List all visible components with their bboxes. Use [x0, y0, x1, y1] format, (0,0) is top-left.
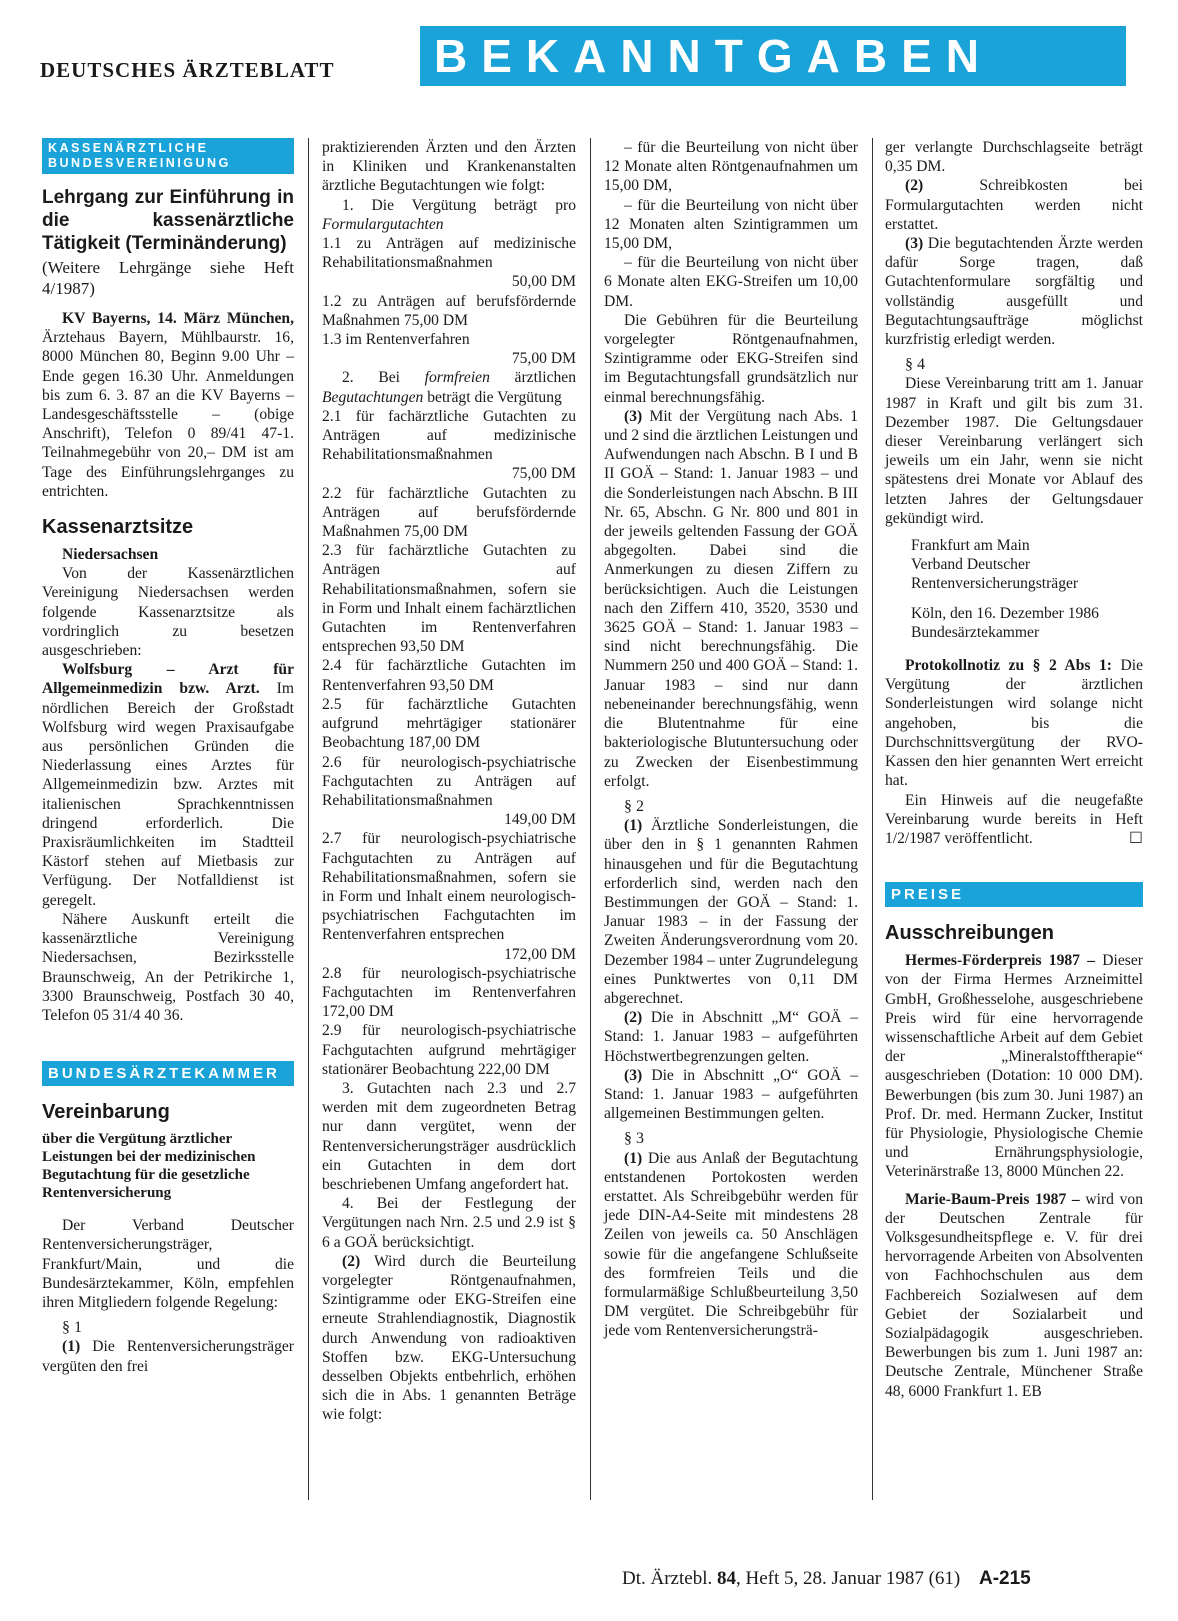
section-tag-kbv: KASSENÄRZTLICHE BUNDESVEREINIGUNG: [42, 138, 294, 174]
protocol-lead: Protokollnotiz zu § 2 Abs 1:: [905, 657, 1112, 675]
text: beträgt die Vergütung: [427, 388, 562, 406]
column-2: [322, 138, 576, 1425]
prize-paragraph: [885, 1190, 1143, 1401]
amount: 75,00 DM: [511, 350, 576, 368]
paragraph: [604, 1149, 858, 1341]
clause-number: (1): [624, 1149, 643, 1167]
list-item: 2.9 für neurologisch-psychiatrische Fachgutachten aufgrund mehrtägiger stationärer Beobachtung 222,00 DM: [322, 1022, 576, 1078]
heading-ausschreibungen: Ausschreibungen: [885, 922, 1054, 945]
citation-rest: , Heft 5, 28. Januar 1987 (61): [735, 1568, 961, 1589]
signature-org: Bundesärztekammer: [911, 623, 1040, 641]
region-heading: Niedersachsen: [62, 546, 159, 564]
paragraph: Die Gebühren für die Beurteilung vorgelegter Röntgenaufnahmen, Szintigramme oder EKG-Streifen sind im Begutachtungsfall grundsätzlich nur einmal berechnungsfähig.: [604, 311, 858, 406]
text: Formulargutachten: [322, 215, 444, 233]
prize-lead: Hermes-Förderpreis 1987 –: [905, 952, 1096, 970]
list-item: 2.8 für neurologisch-psychiatrische Fachgutachten im Rentenverfahren 172,00 DM: [322, 964, 576, 1021]
list-heading: [322, 196, 576, 234]
clause-number: (2): [624, 1009, 643, 1027]
vacancy-text: Im nördlichen Bereich der Großstadt Wolfsburg wird wegen Praxisaufgabe aus persönlichen Gründen die Niederlassung eines Arztes für Allgemeinmedizin bzw. Arztes mit italienischen Sprachkenntnissen dringend erforderlich. Die Praxisräumlichkeiten im Stadtteil Kästorf stehen auf Mietbasis zur Verfügung. Der Notfalldienst ist geregelt.: [42, 680, 294, 909]
end-mark-icon: ☐: [1129, 829, 1143, 847]
list-item: – für die Beurteilung von nicht über 6 Monate alten EKG-Streifen um 10,00 DM.: [604, 254, 858, 310]
protocol-text: Die Vergütung der ärztlichen Sonderleistungen wird solange nicht angehoben, bis die Durchschnittsvergütung der RVO-Kassen den hier genannten Wert erreicht hat.: [885, 657, 1143, 790]
amount: 50,00 DM: [511, 273, 576, 291]
section-number: § 4: [905, 356, 925, 374]
text: Begutachtungen: [322, 388, 424, 406]
paragraph: [885, 176, 1143, 234]
prize-text: Dieser von der Firma Hermes Arzneimittel GmbH, Großhesselohe, ausgeschriebene Preis wird für eine hervorragende wissenschaftliche Arbeit auf dem Gebiet der „Mineralstofftherapie“ ausgeschrieben (Dotation: 10 000 DM). Bewerbungen (bis zum 30. Juni 1987) an Prof. Dr. med. Hermann Zucker, Institut für Physiologie, Physiologische Chemie und Ernährungsphysiologie, Veterinärstraße 13, 8000 München 22.: [885, 952, 1143, 1181]
paragraph: Nähere Auskunft erteilt die kassenärztliche Vereinigung Niedersachsen, Bezirksstelle Braunschweig, An der Petrikirche 1, 3300 Braunschweig, Postfach 30 40, Telefon 05 31/4 40 36.: [42, 910, 294, 1024]
text: 1. Die Vergütung beträgt pro: [342, 196, 576, 214]
paragraph: [604, 407, 858, 791]
event-paragraph: [42, 309, 294, 501]
list-item: 2.1 für fachärztliche Gutachten zu Anträgen auf medizinische Rehabilitationsmaßnahmen: [322, 407, 576, 464]
section-banner: BEKANNTGABEN: [420, 26, 1126, 86]
list-item: 1.2 zu Anträgen auf berufsfördernde Maßnahmen 75,00 DM: [322, 292, 576, 329]
section-number: § 1: [62, 1319, 82, 1337]
hint-text: Ein Hinweis auf die neugefaßte Vereinbarung wurde bereits in Heft 1/2/1987 veröffentlicht.: [885, 791, 1143, 847]
protocol-note: [885, 656, 1143, 790]
column-divider: [308, 138, 309, 1500]
signature-place: Frankfurt am Main: [911, 537, 1030, 555]
text: ärztlichen: [514, 369, 577, 387]
paragraph: [322, 1252, 576, 1425]
clause-number: (2): [342, 1252, 361, 1270]
amount: 149,00 DM: [504, 811, 576, 829]
paragraph: [885, 791, 1143, 849]
paragraph: praktizierenden Ärzten und den Ärzten in Kliniken und Krankenanstalten ärztliche Begutachtungen wie folgt:: [322, 139, 576, 195]
list-heading: [322, 368, 576, 406]
section-number: § 3: [624, 1130, 644, 1148]
heading-vereinbarung: Vereinbarung: [42, 1101, 170, 1124]
column-divider: [590, 138, 591, 1500]
vacancy-lead: Wolfsburg – Arzt für Allgemeinmedizin bzw. Arzt.: [42, 661, 294, 698]
paragraph: [604, 1008, 858, 1066]
list-item: 2.2 für fachärztliche Gutachten zu Anträgen auf berufsfördernde Maßnahmen 75,00 DM: [322, 484, 576, 541]
paragraph: Der Verband Deutscher Rentenversicherungsträger, Frankfurt/Main, und die Bundesärztekammer, Köln, empfehlen ihren Mitgliedern folgende Regelung:: [42, 1217, 294, 1311]
signature-block: [885, 536, 1143, 642]
section-tag-preise: PREISE: [885, 882, 1143, 907]
clause-number: (1): [624, 817, 643, 835]
prize-paragraph: [885, 951, 1143, 1181]
clause-text: Mit der Vergütung nach Abs. 1 und 2 sind die ärztlichen Leistungen und Aufwendungen nach Abschn. B I und B II GOÄ – Stand: 1. Januar 1983 – und die Sonderleistungen nach Abschn. B III Nr. 65, Abschn. G Nr. 800 und 801 in der jeweils geltenden Fassung der GOÄ abgegolten. Dabei sind die Anmerkungen zu diesen Ziffern zu berücksichtigen. Auch die Leistungen nach den Ziffern 410, 3520, 3530 und 3625 GOÄ – Stand: 1. Januar 1983 – sind nicht berechnungsfähig. Die Nummern 250 und 400 GOÄ – Stand: 1. Januar 1983 – sind nur dann nebeneinander berechnungsfähig, wenn die Blutentnahme für eine bakteriologische Blutuntersuchung oder zu Zwecken der Eisenbestimmung erfolgt.: [604, 407, 858, 790]
article-note: (Weitere Lehrgänge siehe Heft 4/1987): [42, 258, 294, 298]
clause-text: Die in Abschnitt „O“ GOÄ – Stand: 1. Januar 1983 – aufgeführten allgemeinen Bestimmungen gelten.: [604, 1066, 858, 1123]
list-item: 2.5 für fachärztliche Gutachten aufgrund mehrtägiger stationärer Beobachtung 187,00 DM: [322, 695, 576, 752]
clause-text: Die begutachtenden Ärzte werden dafür Sorge tragen, daß Gutachtenformulare sorgfältig und vollständig ausgefüllt und Begutachtungsaufträge möglichst kurzfristig erledigt werden.: [885, 235, 1143, 349]
paragraph: [42, 1337, 294, 1375]
clause-number: (1): [62, 1338, 81, 1356]
list-item: – für die Beurteilung von nicht über 12 Monate alten Röntgenaufnahmen um 15,00 DM,: [604, 139, 858, 195]
column-4: [885, 138, 1143, 1401]
citation: Dt. Ärztebl.: [622, 1568, 713, 1589]
paragraph: [885, 234, 1143, 349]
heading-kassenarztsitze: Kassenarztsitze: [42, 516, 194, 539]
signature-place: Köln, den 16. Dezember 1986: [911, 604, 1099, 622]
prize-text: wird von der Deutschen Zentrale für Volksgesundheitspflege e. V. für drei hervorragende Arbeiten von Absolventen von Fachhochschulen aus dem Fachbereich Sozialwesen auf dem Gebiet der Sozialarbeit und Sozialpädagogik ausgeschrieben. Bewerbungen bis zum 1. Juni 1987 an: Deutsche Zentrale, Münchener Straße 48, 6000 Frankfurt 1. EB: [885, 1190, 1143, 1400]
section-tag-baek: BUNDESÄRZTEKAMMER: [42, 1061, 294, 1086]
list-item: 2.6 für neurologisch-psychiatrische Fachgutachten zu Anträgen auf Rehabilitationsmaßnahmen: [322, 753, 576, 809]
clause-number: (3): [624, 407, 643, 425]
event-lead: KV Bayerns, 14. März München,: [62, 310, 294, 327]
section-number: § 2: [624, 797, 644, 815]
column-3: [604, 138, 858, 1341]
list-item: 2.4 für fachärztliche Gutachten im Rentenverfahren 93,50 DM: [322, 657, 576, 694]
list-item: 2.7 für neurologisch-psychiatrische Fachgutachten zu Anträgen auf Rehabilitationsmaßnahmen, sofern sie in Form und Inhalt einem neurologisch-psychiatrischen Fachgutachten im Rentenverfahren entsprechen: [322, 830, 576, 944]
list-item: 2.3 für fachärztliche Gutachten zu Anträgen auf Rehabilitationsmaßnahmen, sofern sie in Form und Inhalt einem fachärztlichen Gutachten im Rentenverfahren entsprechen 93,50 DM: [322, 542, 576, 656]
page-number: A-215: [979, 1568, 1031, 1589]
clause-text: Die aus Anlaß der Begutachtung entstandenen Portokosten werden erstattet. Als Schreibgebühr werden für jede DIN-A4-Seite mit mindestens 28 Zeilen von jeweils ca. 50 Anschlägen sowie für die angefangene Schlußseite des formfreien Teils und die formularmäßige Schlußbeurteilung 3,50 DM vergütet. Die Schreibgebühr für jede vom Rentenversicherungsträ-: [604, 1149, 858, 1340]
column-divider: [872, 138, 873, 1500]
clause-text: Wird durch die Beurteilung vorgelegter Röntgenaufnahmen, Szintigramme oder EKG-Streifen eine erneute Strahlendiagnostik, Diagnostik durch Anwendung von radioaktiven Stoffen bzw. EKG-Untersuchung desselben Objekts entbehrlich, erhöhen sich die in Abs. 1 genannten Beträge wie folgt:: [322, 1252, 576, 1424]
list-item: 1.3 im Rentenverfahren: [322, 331, 470, 349]
article-title: Lehrgang zur Einführung in die kassenärztliche Tätigkeit (Terminänderung): [42, 187, 294, 254]
clause-text: Schreibkosten bei Formulargutachten werden nicht erstattet.: [885, 177, 1143, 233]
list-item: – für die Beurteilung von nicht über 12 Monaten alten Szintigrammen um 15,00 DM,: [604, 196, 858, 253]
paragraph: Diese Vereinbarung tritt am 1. Januar 1987 in Kraft und gilt bis zum 31. Dezember 1987. Die Geltungsdauer dieser Vereinbarung verlängert sich jeweils um ein Jahr, wenn sie nicht spätestens drei Monate vor Ablauf des letzten Jahres der Geltungsdauer gekündigt wird.: [885, 375, 1143, 527]
clause-number: (3): [905, 235, 924, 253]
amount: 75,00 DM: [511, 465, 576, 483]
text: 2. Bei: [342, 369, 400, 387]
vacancy-paragraph: [42, 660, 294, 910]
clause-text: Die Rentenversicherungsträger vergüten den frei: [42, 1338, 294, 1375]
clause-number: (3): [624, 1066, 643, 1084]
volume: 84: [716, 1568, 736, 1589]
clause-text: Die in Abschnitt „M“ GOÄ – Stand: 1. Januar 1983 – aufgeführten Höchstwertbegrenzungen gelten.: [604, 1009, 858, 1065]
prize-lead: Marie-Baum-Preis 1987 –: [905, 1190, 1080, 1208]
agreement-subtitle: über die Vergütung ärztlicher Leistungen bei der medizinischen Begutachtung für die gesetzliche Rentenversicherung: [42, 1131, 256, 1202]
paragraph: [604, 816, 858, 1008]
masthead: DEUTSCHES ÄRZTEBLATT: [40, 58, 335, 82]
paragraph: ger verlangte Durchschlagseite beträgt 0,35 DM.: [885, 139, 1143, 176]
clause-number: (2): [905, 177, 924, 195]
text: formfreien: [424, 369, 490, 387]
paragraph: Von der Kassenärztlichen Vereinigung Niedersachsen werden folgende Kassenarztsitze als vordringlich zu besetzen ausgeschrieben:: [42, 565, 294, 660]
paragraph: [604, 1066, 858, 1124]
paragraph: 3. Gutachten nach 2.3 und 2.7 werden mit dem zugeordneten Betrag nur dann vergütet, wenn der Rentenversicherungsträger ausdrücklich ein Gutachten in dem dort beschriebenen Umfang angefordert hat.: [322, 1079, 576, 1193]
page-footer: [622, 1568, 1031, 1590]
clause-text: Ärztliche Sonderleistungen, die über den in § 1 genannten Rahmen hinausgehen und für die Begutachtung erforderlich sind, werden nach den Bestimmungen der GOÄ – Stand: 1. Januar 1983 – in der Fassung der Zweiten Änderungsverordnung vom 20. Dezember 1984 – unter Zugrundelegung eines Punktwertes von 0,11 DM abgerechnet.: [604, 817, 858, 1007]
column-1: [42, 138, 294, 1376]
paragraph: 4. Bei der Festlegung der Vergütungen nach Nrn. 2.5 und 2.9 ist § 6 a GOÄ berücksichtigt.: [322, 1195, 576, 1251]
amount: 172,00 DM: [504, 945, 576, 963]
list-item: 1.1 zu Anträgen auf medizinische Rehabilitationsmaßnahmen: [322, 235, 576, 272]
event-text: Ärztehaus Bayern, Mühlbaurstr. 16, 8000 München 80, Beginn 9.00 Uhr – Ende gegen 16.30 Uhr. Anmeldungen bis zum 6. 3. 87 an die KV Bayerns – Landesgeschäftsstelle – (obige Anschrift), Telefon 0 89/41 47-1. Teilnahmegebühr von 20,– DM ist am Tage des Einführungslehrganges zu entrichten.: [42, 329, 294, 500]
signature-org: Verband Deutscher Rentenversicherungsträger: [911, 556, 1079, 593]
